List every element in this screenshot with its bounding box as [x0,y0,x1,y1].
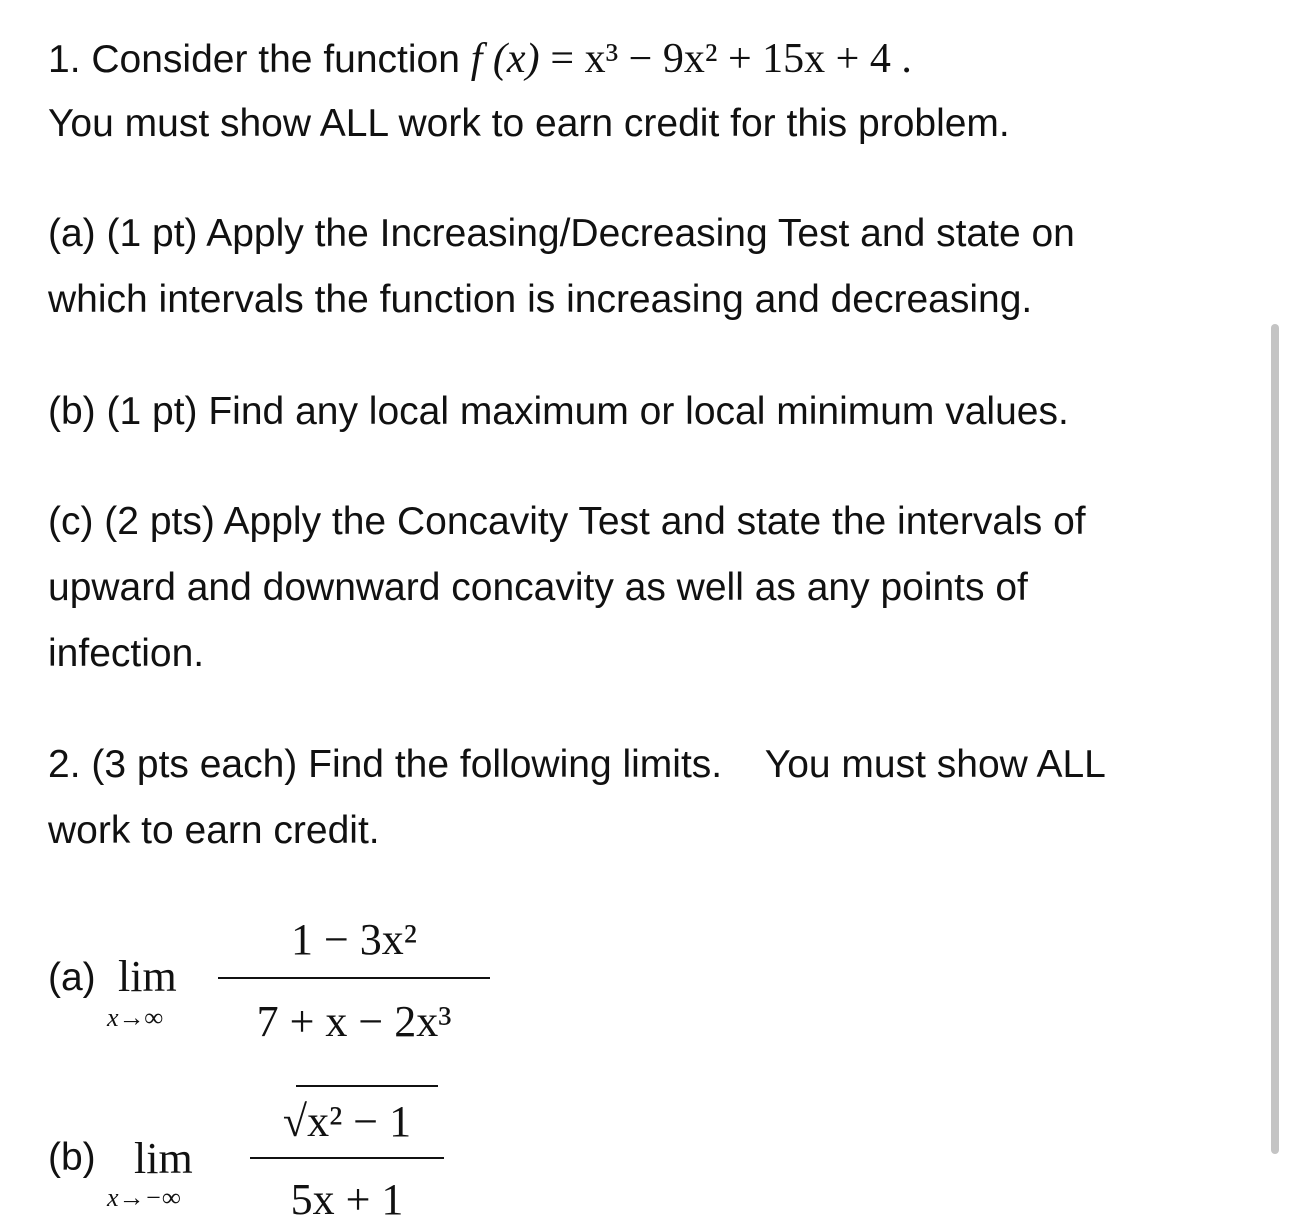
limit-b-numerator: √x² − 1 [282,1097,412,1146]
limit-b-denominator: 5x + 1 [290,1175,404,1224]
limit-a-numerator: 1 − 3x² [290,915,417,964]
limit-a-denominator: 7 + x − 2x³ [256,997,452,1046]
function-lhs: f (x) [470,36,540,82]
limit-b-fraction-bar [250,1157,444,1159]
problem2-line1: 2. (3 pts each) Find the following limits. You must show ALL [48,743,1106,786]
part-c-line2: upward and downward concavity as well as any points of [48,566,1028,609]
limit-b-lim: lim [134,1134,193,1183]
part-b-text: (b) (1 pt) Find any local maximum or local minimum values. [48,390,1069,433]
part-c-line1: (c) (2 pts) Apply the Concavity Test and state the intervals of [48,500,1086,543]
limit-b-subscript: x→−∞ [107,1183,181,1212]
limit-b-label: (b) [48,1136,96,1179]
function-rhs: = x³ − 9x² + 15x + 4 . [550,36,912,82]
problem2-line2: work to earn credit. [48,809,380,852]
problem1-statement [48,38,912,80]
radical-overline [296,1085,438,1087]
vertical-scrollbar[interactable] [1271,324,1279,1154]
problem1-instruction: You must show ALL work to earn credit for this problem. [48,102,1010,145]
limit-a-lim: lim [118,952,177,1001]
limit-a-subscript: x→∞ [107,1003,164,1032]
part-a-line2: which intervals the function is increasing and decreasing. [48,278,1033,321]
problem1-intro: 1. Consider the function [48,38,460,81]
part-c-line3: infection. [48,632,205,675]
limit-a-label: (a) [48,956,96,999]
part-a-line1: (a) (1 pt) Apply the Increasing/Decreasing Test and state on [48,212,1075,255]
limit-a-fraction-bar [218,977,490,979]
